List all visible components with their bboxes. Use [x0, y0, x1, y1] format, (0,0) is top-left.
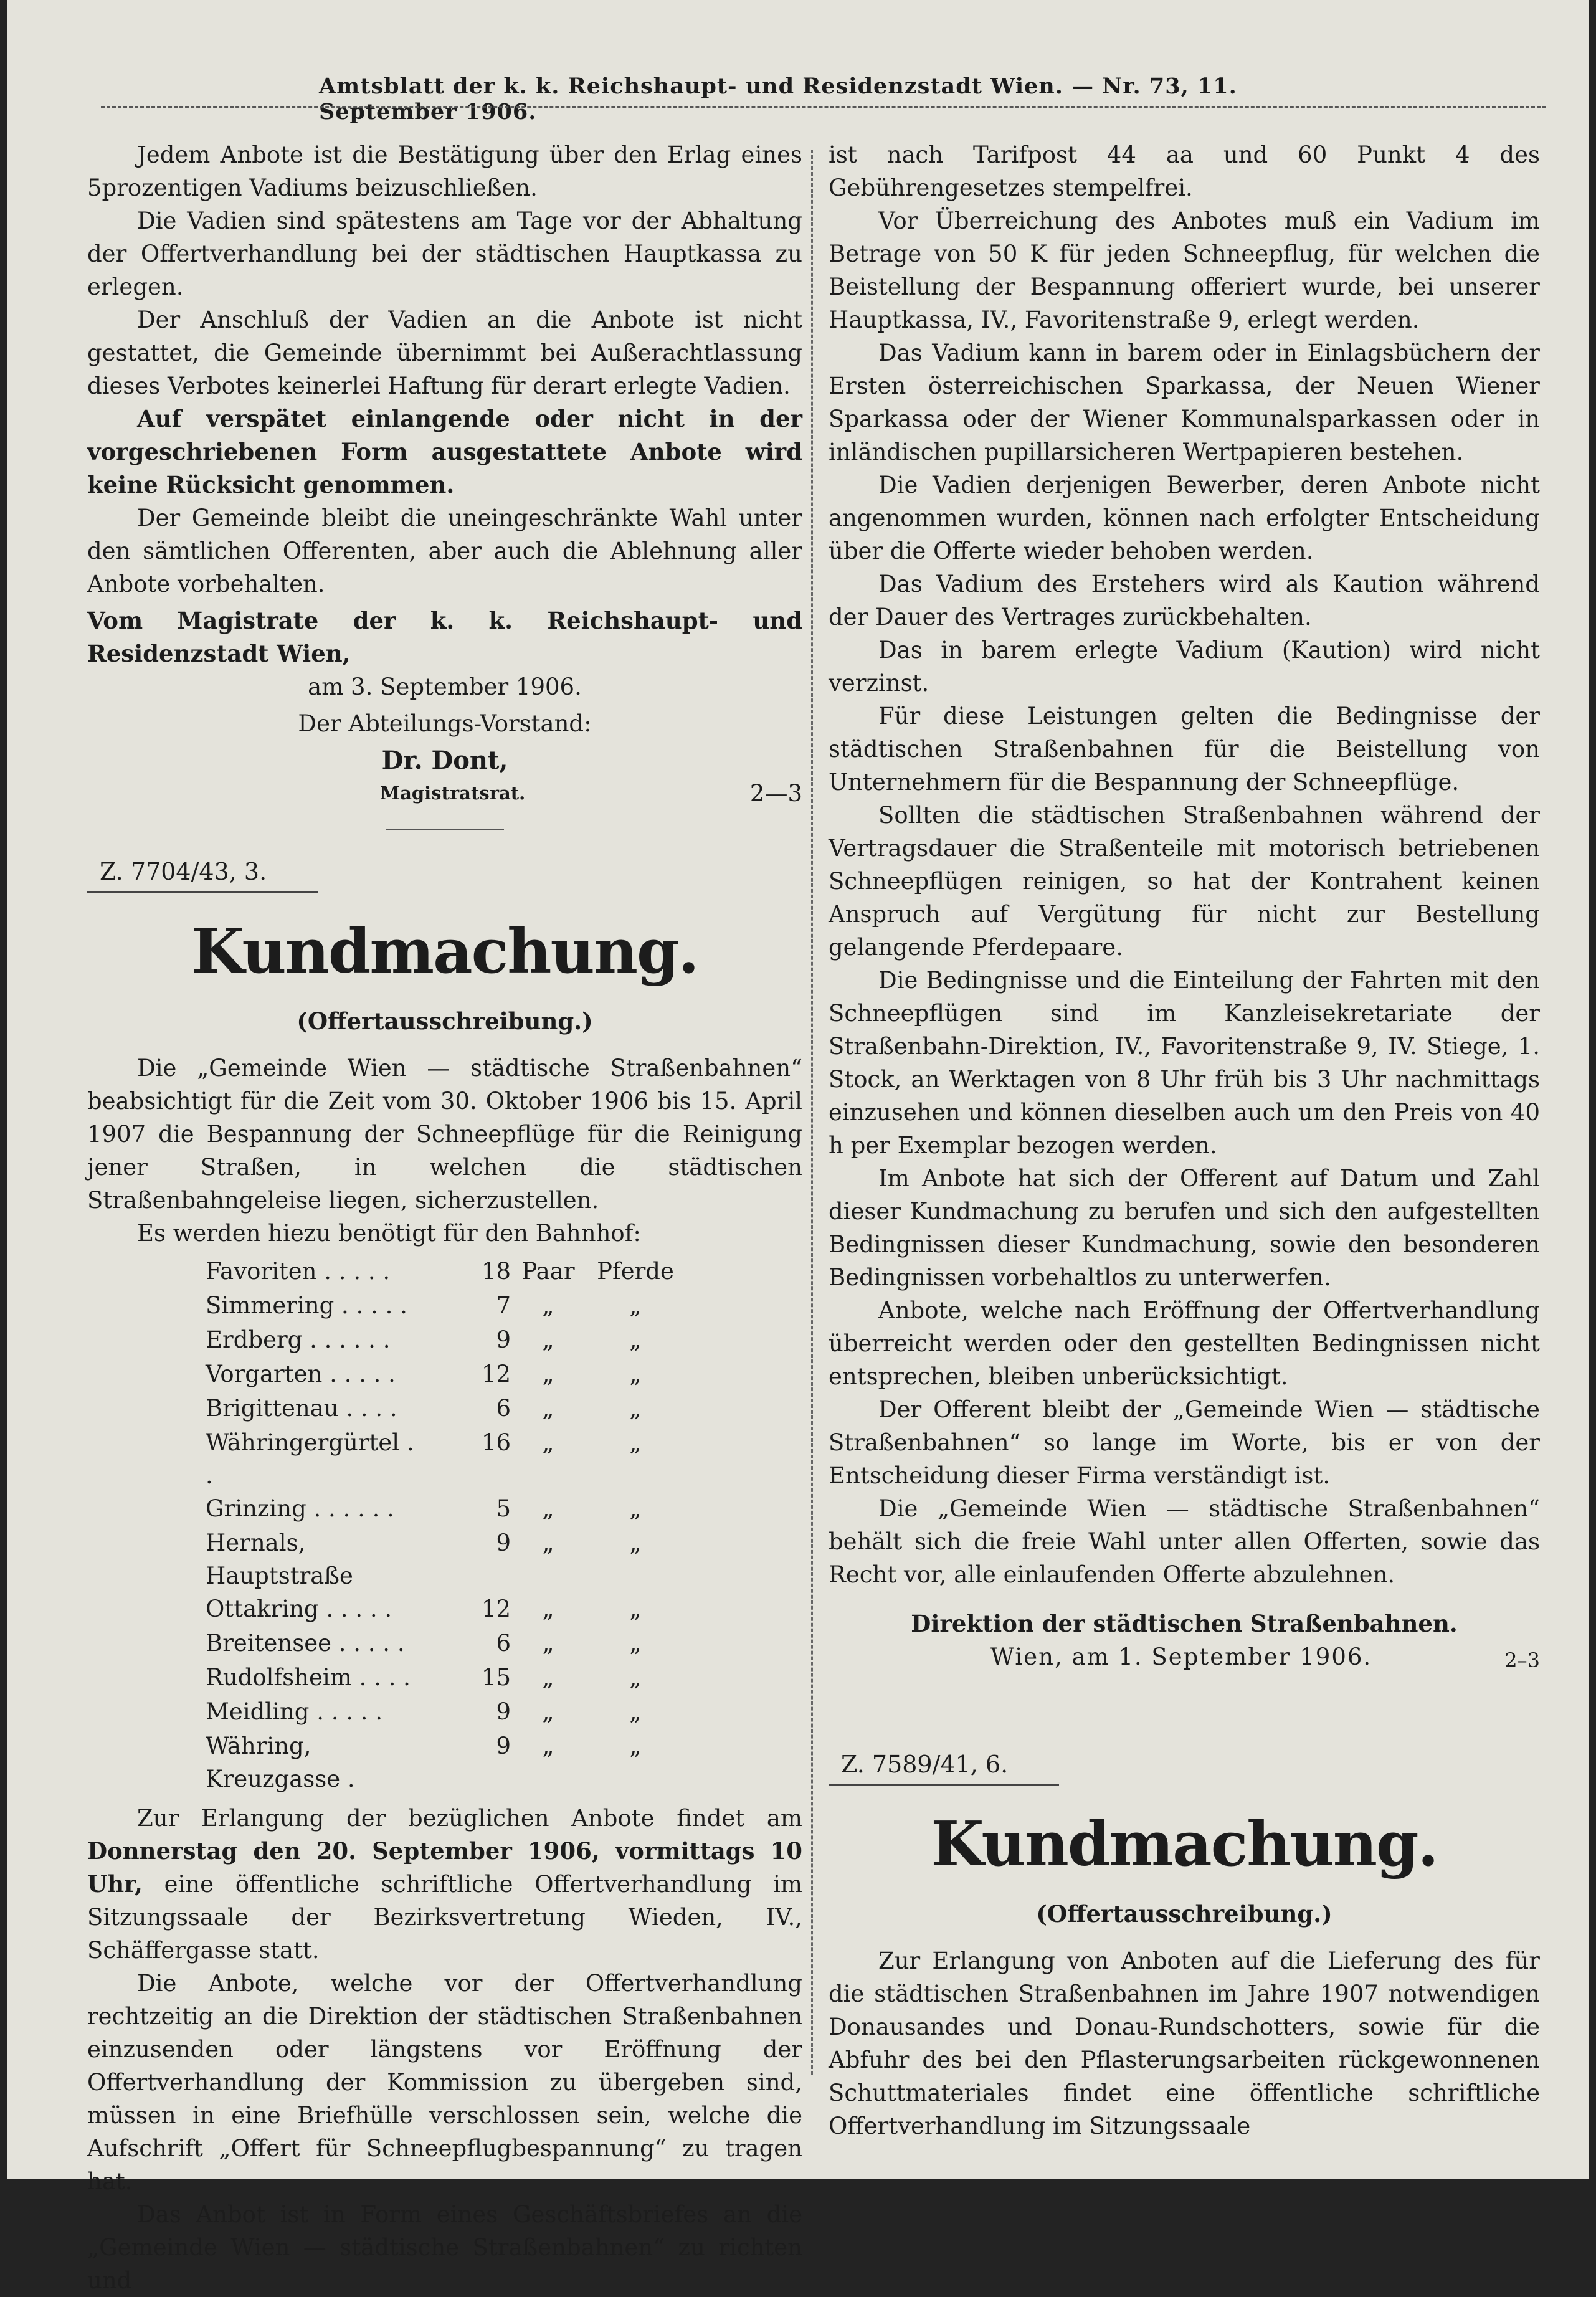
depot-name: Meidling . . . . . [206, 1698, 383, 1725]
depot-unit-pairs: „ [542, 1664, 554, 1691]
depot-unit-pairs: „ [542, 1495, 554, 1522]
notice-subheading: (Offertausschreibung.) [297, 1007, 593, 1035]
paragraph: Der Gemeinde bleibt die uneingeschränkte Wahl unter den sämtlichen Offerenten, aber auch die Ablehnung aller Anbote vorbehalten. [87, 505, 802, 597]
depot-count: 9 [496, 1529, 511, 1556]
depot-count: 5 [496, 1495, 511, 1522]
paragraph: Der Anschluß der Vadien an die Anbote ist nicht gestattet, die Gemeinde übernimmt bei Außerachtlassung dieses Verbotes keinerlei Haftung für derart erlegte Vadien. [87, 307, 802, 399]
depot-count: 7 [496, 1292, 511, 1319]
paragraph: Die „Gemeinde Wien — städtische Straßenbahnen“ behält sich die freie Wahl unter allen Offerten, sowie das Recht vor, alle einlaufenden Offerte abzulehnen. [829, 1495, 1540, 1588]
depot-count: 12 [481, 1596, 511, 1622]
depot-unit-pairs: „ [542, 1698, 554, 1725]
paragraph: Jedem Anbote ist die Bestätigung über den Erlag eines 5prozentigen Vadiums beizuschließen. [87, 141, 802, 201]
notice-subheading: (Offertausschreibung.) [1036, 1900, 1332, 1928]
depot-row [206, 1695, 685, 1729]
depot-row [206, 1323, 685, 1358]
depot-name: Simmering . . . . . [206, 1292, 407, 1319]
paragraph: Die Vadien derjenigen Bewerber, deren Anbote nicht angenommen wurden, können nach erfolgter Entscheidung über die Offerte wieder behoben werden. [829, 472, 1540, 564]
depot-count: 16 [481, 1429, 511, 1456]
newspaper-page [7, 0, 1589, 2294]
depot-unit-pairs: „ [542, 1733, 554, 1759]
depot-unit-pairs: „ [542, 1395, 554, 1422]
depot-count: 9 [496, 1733, 511, 1759]
depot-name: Währingergürtel . . [206, 1429, 414, 1489]
depot-count: 18 [481, 1258, 511, 1285]
depot-unit-pairs: „ [542, 1326, 554, 1353]
paragraph: Das Anbot ist in Form eines Geschäftsbriefes an die „Gemeinde Wien — städtische Straßenbahnen“ zu richten und [87, 2201, 802, 2294]
depot-row [206, 1426, 685, 1492]
depot-row [206, 1526, 685, 1592]
paragraph: Es werden hiezu benötigt für den Bahnhof: [137, 1220, 641, 1247]
depot-count: 12 [481, 1361, 511, 1387]
depot-unit-horses: „ [629, 1630, 642, 1657]
depot-unit-pairs: „ [542, 1361, 554, 1387]
depot-row [206, 1392, 685, 1426]
paragraph-bold: Auf verspätet einlangende oder nicht in der vorgeschriebenen Form ausgestattete Anbote wird keine Rücksicht genommen. [87, 405, 802, 498]
depot-unit-pairs: Paar [521, 1258, 575, 1285]
signature-footer [87, 777, 802, 810]
signature-authority: Vom Magistrate der k. k. Reichshaupt- und Residenzstadt Wien, [87, 607, 802, 667]
depot-unit-horses: „ [629, 1361, 642, 1387]
paragraph: ist nach Tarifpost 44 aa und 60 Punkt 4 des Gebührengesetzes stempelfrei. [829, 141, 1540, 201]
left-column [87, 138, 802, 2297]
depot-name: Währing, Kreuzgasse . [206, 1733, 355, 1792]
depot-unit-horses: „ [629, 1495, 642, 1522]
depot-name: Breitensee . . . . . [206, 1630, 405, 1657]
paragraph: Sollten die städtischen Straßenbahnen während der Vertragsdauer die Straßenteile mit motorisch betriebenen Schneepflügen reinigen, so hat der Kontrahent keinen Anspruch auf Vergütung für nicht zur Bestellung gelangende Pferdepaare. [829, 802, 1540, 961]
depot-name: Vorgarten . . . . . [206, 1361, 396, 1387]
depot-unit-pairs: „ [542, 1529, 554, 1556]
depot-table [206, 1255, 685, 1795]
depot-name: Grinzing . . . . . . [206, 1495, 394, 1522]
depot-unit-pairs: „ [542, 1292, 554, 1319]
depot-name: Erdberg . . . . . . [206, 1326, 391, 1353]
signature-footer [829, 1640, 1540, 1673]
depot-count: 6 [496, 1630, 511, 1657]
notice-heading: Kundmachung. [191, 916, 698, 987]
depot-unit-horses: Pferde [597, 1258, 674, 1285]
paragraph: Die Bedingnisse und die Einteilung der Fahrten mit den Schneepflügen sind im Kanzleisekretariate der Straßenbahn-Direktion, IV., Favoritenstraße 9, IV. Stiege, 1. Stock, an Werktagen von 8 Uhr früh bis 3 Uhr nachmittags einzusehen und können dieselben auch um den Preis von 40 h per Exemplar bezogen werden. [829, 967, 1540, 1159]
depot-row [206, 1592, 685, 1627]
reference-number: Z. 7589/41, 6. [829, 1748, 1059, 1786]
depot-row [206, 1729, 685, 1795]
paragraph: Vor Überreichung des Anbotes muß ein Vadium im Betrage von 50 K für jeden Schneepflug, für welchen die Beistellung der Bespannung offeriert wurde, bei unserer Hauptkassa, IV., Favoritenstraße 9, erlegt werden. [829, 207, 1540, 333]
paragraph: Die Vadien sind spätestens am Tage vor der Abhaltung der Offertverhandlung bei der städtischen Hauptkassa zu erlegen. [87, 207, 802, 300]
depot-row [206, 1661, 685, 1695]
paragraph: Der Offerent bleibt der „Gemeinde Wien — städtische Straßenbahnen“ so lange im Worte, bis er von der Entscheidung dieser Firma verständigt ist. [829, 1396, 1540, 1489]
page-header: Amtsblatt der k. k. Reichshaupt- und Residenzstadt Wien. — Nr. 73, 11. September 1906. [319, 74, 1237, 125]
depot-count: 9 [496, 1698, 511, 1725]
depot-unit-horses: „ [629, 1395, 642, 1422]
depot-unit-pairs: „ [542, 1429, 554, 1456]
paragraph: Für diese Leistungen gelten die Bedingnisse der städtischen Straßenbahnen für die Beistellung von Unternehmern für die Bespannung der Schneepflüge. [829, 703, 1540, 796]
depot-unit-horses: „ [629, 1292, 642, 1319]
depot-count: 6 [496, 1395, 511, 1422]
paragraph: Zur Erlangung von Anboten auf die Lieferung des für die städtischen Straßenbahnen im Jahre 1907 notwendigen Donausandes und Donau-Rundschotters, sowie für die Abfuhr des bei den Pflasterungsarbeiten rückgewonnenen Schuttmateriales findet eine öffentliche schriftliche Offertverhandlung im Sitzungssaale [829, 1947, 1540, 2139]
issue-count: 2–3 [1504, 1648, 1540, 1672]
reference-number: Z. 7704/43, 3. [87, 855, 318, 893]
depot-row [206, 1492, 685, 1526]
depot-unit-pairs: „ [542, 1596, 554, 1622]
depot-unit-horses: „ [629, 1326, 642, 1353]
signature-date: Wien, am 1. September 1906. [990, 1643, 1372, 1670]
depot-count: 9 [496, 1326, 511, 1353]
paragraph: Im Anbote hat sich der Offerent auf Datum und Zahl dieser Kundmachung zu berufen und sich den aufgestellten Bedingnissen dieser Kundmachung, sowie den besonderen Bedingnissen vorbehaltlos zu unterwerfen. [829, 1165, 1540, 1291]
paragraph: Anbote, welche nach Eröffnung der Offertverhandlung überreicht werden oder den gestellten Bedingnissen nicht entsprechen, bleiben unberücksichtigt. [829, 1297, 1540, 1390]
depot-unit-horses: „ [629, 1664, 642, 1691]
notice-heading: Kundmachung. [931, 1809, 1438, 1880]
depot-unit-horses: „ [629, 1733, 642, 1759]
depot-row [206, 1358, 685, 1392]
depot-unit-horses: „ [629, 1596, 642, 1622]
paragraph: Die Anbote, welche vor der Offertverhandlung rechtzeitig an die Direktion der städtischen Straßenbahnen einzusenden oder längstens vor Eröffnung der Offertverhandlung der Kommission zu übergeben sind, müssen in eine Briefhülle verschlossen sein, welche die Aufschrift „Offert für Schneepflugbespannung“ zu tragen hat. [87, 1970, 802, 2195]
signature-name: Dr. Dont, [381, 746, 508, 775]
signature-title: Magistratsrat. [380, 782, 526, 804]
paragraph: Zur Erlangung der bezüglichen Anbote findet am Donnerstag den 20. September 1906, vormittags 10 Uhr, eine öffentliche schriftliche Offertverhandlung im Sitzungssaale der Bezirksvertretung Wieden, IV., Schäffergasse statt. [87, 1805, 802, 1964]
depot-row [206, 1255, 685, 1289]
signature-role: Der Abteilungs-Vorstand: [298, 710, 592, 737]
issue-count: 2—3 [749, 780, 802, 807]
section-rule [386, 829, 504, 830]
depot-unit-horses: „ [629, 1429, 642, 1456]
right-column [829, 138, 1540, 2142]
depot-row [206, 1627, 685, 1661]
paragraph: Das in barem erlegte Vadium (Kaution) wird nicht verzinst. [829, 637, 1540, 697]
depot-unit-horses: „ [629, 1698, 642, 1725]
paragraph: Das Vadium des Erstehers wird als Kaution während der Dauer des Vertrages zurückbehalten. [829, 571, 1540, 630]
depot-unit-horses: „ [629, 1529, 642, 1556]
depot-row [206, 1289, 685, 1323]
depot-name: Brigittenau . . . . [206, 1395, 397, 1422]
depot-name: Rudolfsheim . . . . [206, 1664, 411, 1691]
signature-authority: Direktion der städtischen Straßenbahnen. [911, 1610, 1458, 1637]
depot-unit-pairs: „ [542, 1630, 554, 1657]
header-rule [101, 106, 1546, 108]
depot-count: 15 [481, 1664, 511, 1691]
paragraph: Das Vadium kann in barem oder in Einlagsbüchern der Ersten österreichischen Sparkassa, der Neuen Wiener Sparkassa oder der Wiener Kommunalsparkassen oder in inländischen pupillarsicheren Wertpapieren bestehen. [829, 340, 1540, 465]
column-divider [811, 150, 813, 2075]
signature-date: am 3. September 1906. [308, 673, 582, 700]
depot-name: Hernals, Hauptstraße [206, 1529, 353, 1589]
spacer [829, 1673, 1540, 1748]
depot-name: Favoriten . . . . . [206, 1258, 391, 1285]
depot-name: Ottakring . . . . . [206, 1596, 392, 1622]
paragraph: Die „Gemeinde Wien — städtische Straßenbahnen“ beabsichtigt für die Zeit vom 30. Oktober 1906 bis 15. April 1907 die Bespannung der Schneepflüge für die Reinigung jener Straßen, in welchen die städtischen Straßenbahngeleise liegen, sicherzustellen. [87, 1055, 802, 1214]
